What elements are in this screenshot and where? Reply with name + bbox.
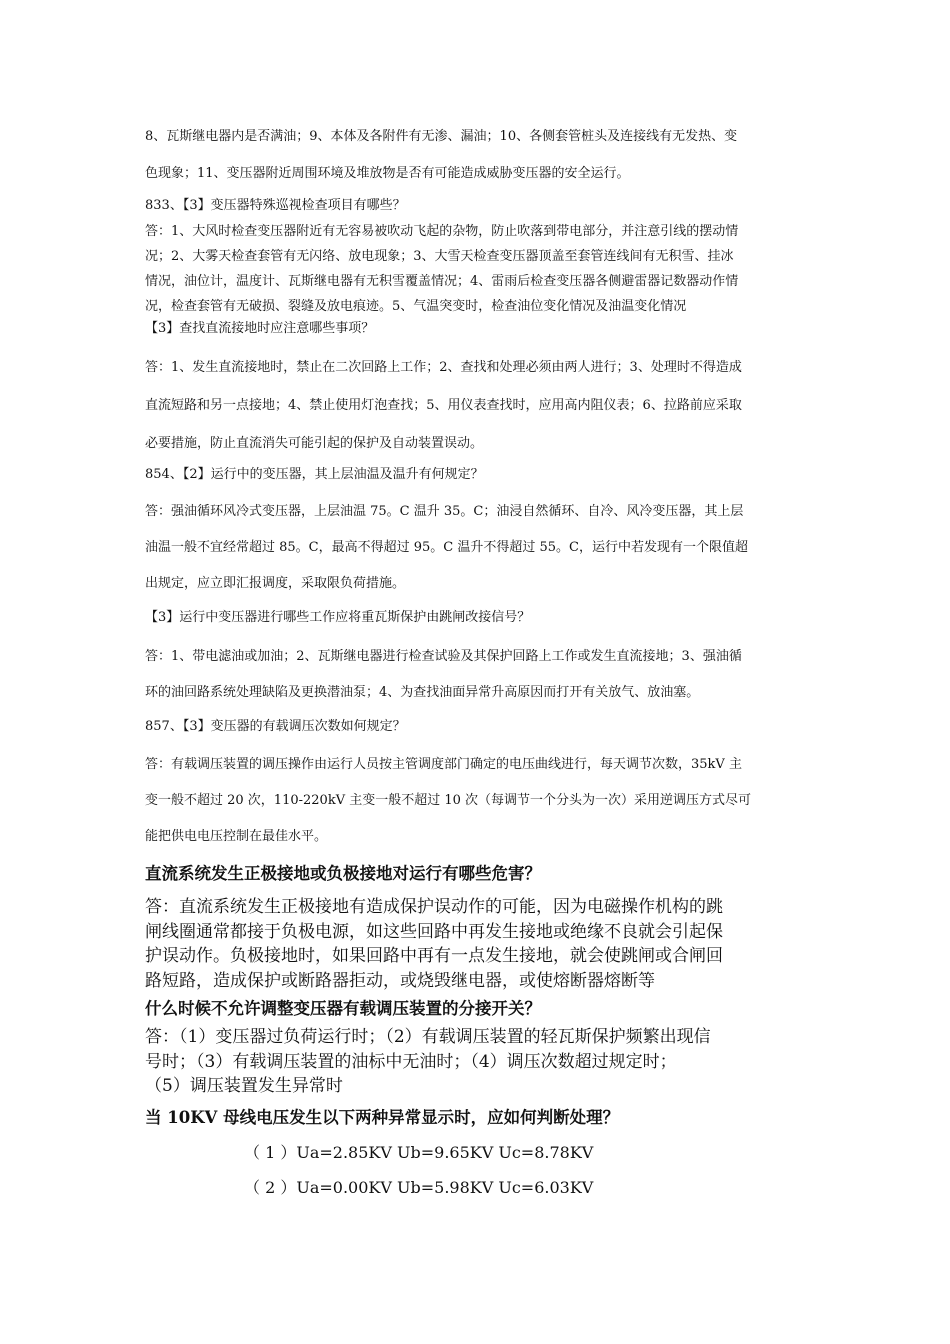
text-line: 色现象；11、变压器附近周围环境及堆放物是否有可能造成威胁变压器的安全运行。 bbox=[145, 166, 630, 181]
heading-tap-changer: 什么时候不允许调整变压器有载调压装置的分接开关？ bbox=[145, 999, 541, 1018]
text-line: 答：1、大风时检查变压器附近有无容易被吹动飞起的杂物，防止吹落到带电部分，并注意引线的摆动情 bbox=[145, 224, 739, 239]
voltage-case-2: （ 2 ）Ua=0.00KV Ub=5.98KV Uc=6.03KV bbox=[244, 1178, 594, 1197]
text-line: 环的油回路系统处理缺陷及更换潜油泵；4、为查找油面异常升高原因而打开有关放气、放油塞。 bbox=[145, 685, 700, 700]
question-857: 857、【3】变压器的有载调压次数如何规定？ bbox=[145, 719, 406, 734]
text-line: 答：1、发生直流接地时，禁止在二次回路上工作；2、查找和处理必须由两人进行；3、处理时不得造成 bbox=[145, 360, 742, 375]
text-line: 路短路，造成保护或断路器拒动，或烧毁继电器，或使熔断器熔断等 bbox=[145, 970, 655, 991]
text-line: 闸线圈通常都接于负极电源，如这些回路中再发生接地或绝缘不良就会引起保 bbox=[145, 921, 723, 942]
answer-tap-changer bbox=[145, 1025, 805, 1099]
question-dc-ground: 【3】查找直流接地时应注意哪些事项？ bbox=[145, 321, 375, 336]
answer-857 bbox=[145, 747, 813, 855]
text-line: 号时；（3）有载调压装置的油标中无油时；（4）调压次数超过规定时； bbox=[145, 1051, 677, 1072]
text-line: 8、瓦斯继电器内是否满油；9、本体及各附件有无渗、漏油；10、各侧套管桩头及连接线有无发热、变 bbox=[145, 129, 738, 144]
text-line: 油温一般不宜经常超过 85。C，最高不得超过 95。C 温升不得超过 55。C，运行中若发现有一个限值超 bbox=[145, 540, 748, 555]
text-line: 答：有载调压装置的调压操作由运行人员按主管调度部门确定的电压曲线进行，每天调节次数，35kV 主 bbox=[145, 757, 742, 772]
text-line: 答：直流系统发生正极接地有造成保护误动作的可能，因为电磁操作机构的跳 bbox=[145, 897, 723, 917]
text-line: 情况，油位计，温度计、瓦斯继电器有无积雪覆盖情况；4、雷雨后检查变压器各侧避雷器记数器动作情 bbox=[145, 274, 739, 289]
paragraph-transformer-inspection-cont bbox=[145, 118, 813, 192]
text-line: 答：强油循环风冷式变压器，上层油温 75。C 温升 35。C；油浸自然循环、自冷、风冷变压器，其上层 bbox=[145, 504, 744, 519]
question-833: 833、【3】变压器特殊巡视检查项目有哪些？ bbox=[145, 198, 406, 213]
text-line: 况，检查套管有无破损、裂缝及放电痕迹。5、气温突变时，检查油位变化情况及油温变化情况 bbox=[145, 299, 687, 314]
text-line: 出规定，应立即汇报调度，采取限负荷措施。 bbox=[145, 576, 406, 591]
text-line: 变一般不超过 20 次，110-220kV 主变一般不超过 10 次（每调节一个分头为一次）采用逆调压方式尽可 bbox=[145, 793, 752, 808]
text-line: 况；2、大雾天检查套管有无闪络、放电现象；3、大雪天检查变压器顶盖至套管连线间有无积雪、挂冰 bbox=[145, 249, 734, 264]
answer-gas-protection bbox=[145, 639, 813, 711]
answer-854 bbox=[145, 494, 813, 602]
question-854: 854、【2】运行中的变压器，其上层油温及温升有何规定？ bbox=[145, 467, 484, 482]
text-line: （5）调压装置发生异常时 bbox=[145, 1076, 343, 1096]
text-line: 护误动作。负极接地时，如果回路中再有一点发生接地，就会使跳闸或合闸回 bbox=[145, 946, 723, 966]
heading-10kv-bus-voltage: 当 10KV 母线电压发生以下两种异常显示时，应如何判断处理？ bbox=[145, 1108, 620, 1127]
answer-dc-polarity-ground bbox=[145, 895, 805, 993]
text-line: 答：（1）变压器过负荷运行时；（2）有载调压装置的轻瓦斯保护频繁出现信 bbox=[145, 1027, 711, 1047]
text-line: 能把供电电压控制在最佳水平。 bbox=[145, 829, 328, 844]
text-line: 必要措施，防止直流消失可能引起的保护及自动装置误动。 bbox=[145, 436, 484, 451]
answer-dc-ground bbox=[145, 349, 813, 463]
text-line: 直流短路和另一点接地；4、禁止使用灯泡查找；5、用仪表查找时，应用高内阻仪表；6、拉路前应采取 bbox=[145, 398, 742, 413]
answer-833 bbox=[145, 219, 813, 319]
heading-dc-polarity-ground: 直流系统发生正极接地或负极接地对运行有哪些危害？ bbox=[145, 864, 541, 883]
question-gas-protection: 【3】运行中变压器进行哪些工作应将重瓦斯保护由跳闸改接信号？ bbox=[145, 610, 531, 625]
voltage-case-1: （ 1 ）Ua=2.85KV Ub=9.65KV Uc=8.78KV bbox=[244, 1143, 594, 1162]
text-line: 答：1、带电滤油或加油；2、瓦斯继电器进行检查试验及其保护回路上工作或发生直流接地；3、强油循 bbox=[145, 649, 742, 664]
